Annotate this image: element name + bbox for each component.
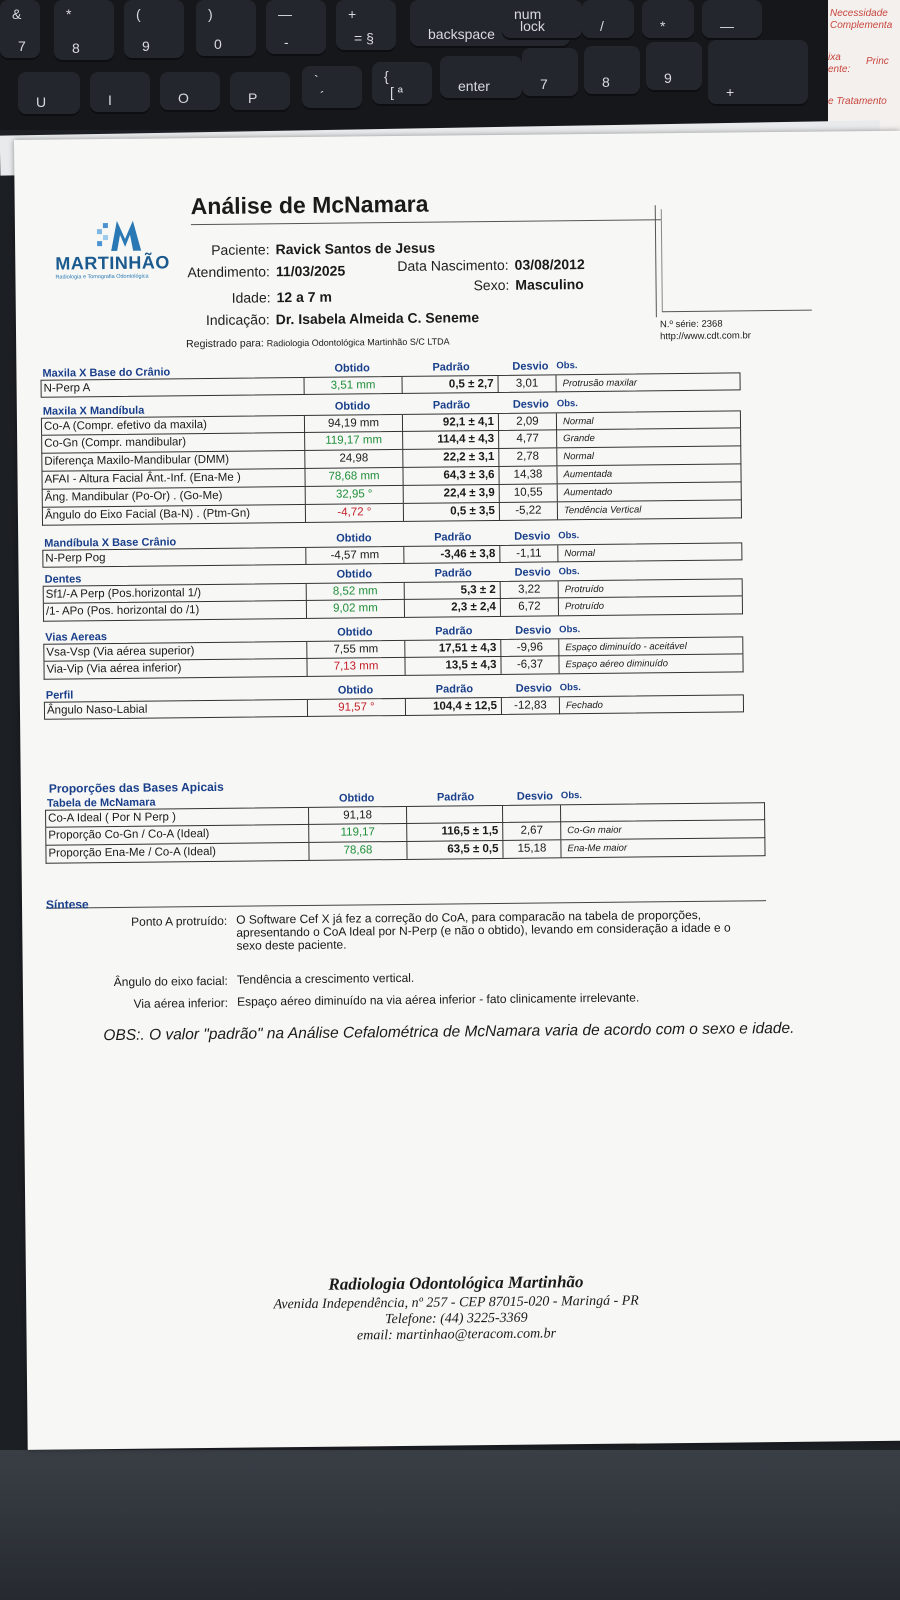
keyboard-key: O	[160, 72, 220, 112]
footer-email: email: martinhao@teracom.com.br	[356, 1326, 557, 1344]
row-obtained: 91,18	[308, 807, 406, 825]
synthesis-title: Síntese	[45, 897, 89, 912]
keyboard-key: 9	[646, 42, 702, 92]
keyboard-key: — -	[266, 0, 326, 56]
logo-subtitle: Radiologia e Tomografia Odontológica	[55, 273, 149, 281]
row-name: Vsa-Vsp (Via aérea superior)	[46, 645, 195, 659]
row-deviation: 3,01	[497, 375, 555, 393]
row-observation: Normal	[556, 413, 594, 430]
row-standard: 22,4 ± 3,9	[403, 485, 499, 503]
row-deviation: 2,09	[498, 413, 556, 431]
column-header-padrao: Padrão	[435, 683, 474, 696]
keyboard-key: num lock	[502, 0, 582, 40]
birthdate-field: Data Nascimento: 03/08/2012	[397, 256, 585, 274]
row-deviation: 15,18	[502, 840, 560, 858]
section-title: Perfil	[45, 689, 74, 702]
row-obtained: 91,57 °	[307, 699, 405, 717]
row-deviation: -6,37	[500, 656, 558, 674]
row-name: Ângulo Naso-Labial	[46, 703, 148, 717]
column-header-padrao: Padrão	[435, 625, 473, 638]
keyboard	[0, 0, 840, 130]
row-obtained: 7,55 mm	[306, 641, 404, 659]
section-table	[43, 622, 743, 679]
column-header-padrao: Padrão	[432, 399, 471, 412]
column-header-desvio: Desvio	[514, 566, 551, 579]
row-name: AFAI - Altura Facial Ânt.-Inf. (Ena-Me )	[44, 471, 241, 486]
section-table	[40, 358, 740, 397]
title-rule	[191, 219, 661, 225]
synthesis-label: Ângulo do eixo facial:	[113, 973, 228, 990]
sex-field: Sexo: Masculino	[473, 276, 584, 294]
section-title: Maxila X Mandíbula	[42, 404, 145, 418]
side-note-text: ixa	[828, 52, 841, 63]
synthesis-text: O Software Cef X já fez a correção do CoA, para comparacão na tabela de proporções, apresentando o CoA Ideal por N-Perp (e não o obtido), levando em consideração a idade e o sexo deste paciente.	[236, 907, 731, 953]
keyboard-key: U	[18, 72, 80, 116]
side-note-text: Necessidade	[830, 8, 888, 19]
section-table	[42, 528, 742, 567]
referral-field: Indicação: Dr. Isabela Almeida C. Seneme	[205, 309, 480, 328]
row-name: /1- APo (Pos. horizontal do /1)	[45, 604, 200, 618]
column-header-padrao: Padrão	[434, 567, 472, 580]
row-standard: 22,2 ± 3,1	[402, 449, 498, 467]
side-note-text: ente:	[828, 64, 851, 75]
footer-phone: Telefone: (44) 3225-3369	[384, 1310, 528, 1328]
column-header-obs: Obs.	[559, 682, 581, 694]
row-name: Co-A Ideal ( Por N Perp )	[48, 811, 176, 825]
row-name: Âng. Mandibular (Po-Or) . (Go-Me)	[44, 489, 223, 504]
keyboard-key: *	[642, 0, 694, 40]
row-name: Via-Vip (Via aérea inferior)	[46, 662, 182, 676]
row-standard: 104,4 ± 12,5	[405, 698, 501, 716]
column-header-padrao: Padrão	[432, 361, 470, 374]
side-note-text: Complementa	[830, 20, 893, 31]
keyboard-key: I	[90, 72, 150, 114]
column-header-padrao: Padrão	[434, 531, 472, 544]
keyboard-key: 7	[522, 48, 578, 98]
clinic-logo	[55, 216, 188, 280]
section-title: Vias Aereas	[45, 631, 108, 644]
column-header-obtido: Obtido	[336, 532, 372, 545]
row-standard: 5,3 ± 2	[404, 582, 500, 600]
column-header-padrao: Padrão	[436, 791, 475, 804]
column-header-desvio: Desvio	[514, 530, 551, 543]
row-name: Proporção Ena-Me / Co-A (Ideal)	[48, 845, 216, 860]
column-header-desvio: Desvio	[516, 790, 554, 803]
keyboard-key: enter	[440, 56, 522, 100]
row-standard: 116,5 ± 1,5	[406, 823, 502, 841]
synthesis-text: Tendência a crescimento vertical.	[236, 970, 415, 987]
row-name: Ângulo do Eixo Facial (Ba-N) . (Ptm-Gn)	[44, 507, 251, 522]
row-deviation: 2,78	[498, 448, 556, 466]
website-url: http://www.cdt.com.br	[660, 330, 751, 343]
column-header-obs: Obs.	[560, 790, 583, 802]
row-standard: 63,5 ± 0,5	[406, 841, 502, 859]
keyboard-key: * 8	[54, 0, 114, 62]
row-standard: 17,51 ± 4,3	[404, 640, 500, 658]
row-obtained: 3,51 mm	[304, 377, 402, 395]
column-header-obtido: Obtido	[336, 568, 373, 581]
row-standard: 0,5 ± 2,7	[402, 376, 498, 394]
report-sheet	[14, 131, 900, 1450]
keyboard-key: ( 9	[124, 0, 184, 60]
column-header-obs: Obs.	[559, 624, 581, 636]
frame-rule	[661, 209, 663, 311]
keyboard-key: +	[708, 40, 808, 106]
row-deviation: 3,22	[500, 581, 558, 599]
column-header-obtido: Obtido	[337, 626, 373, 639]
section-table	[43, 564, 743, 621]
column-header-desvio: Desvio	[515, 624, 552, 637]
row-observation: Normal	[557, 545, 595, 562]
proportions-heading: Proporções das Bases Apicais	[48, 779, 224, 796]
desk-surface	[0, 1450, 900, 1600]
section-title: Mandíbula X Base Crânio	[44, 536, 177, 550]
column-header-obs: Obs.	[558, 566, 580, 578]
column-header-obs: Obs.	[556, 360, 578, 372]
row-name: Co-Gn (Compr. mandibular)	[44, 436, 187, 450]
row-obtained: -4,57 mm	[305, 547, 403, 565]
row-deviation: 2,67	[502, 822, 560, 840]
row-observation: Protrusão maxilar	[555, 374, 637, 392]
row-deviation: -5,22	[499, 502, 557, 520]
row-standard: 114,4 ± 4,3	[402, 431, 498, 449]
section-title: Dentes	[44, 573, 82, 586]
column-header-desvio: Desvio	[512, 398, 549, 411]
synthesis-text: Espaço aéreo diminuído na via aérea inferior - fato clinicamente irrelevante.	[236, 990, 640, 1009]
row-name: Proporção Co-Gn / Co-A (Ideal)	[48, 827, 210, 842]
column-header-obtido: Obtido	[337, 684, 374, 697]
row-observation	[560, 805, 567, 822]
row-deviation: 14,38	[498, 466, 556, 484]
footer-clinic-name: Radiologia Odontológica Martinhão	[328, 1272, 584, 1294]
row-standard: 64,3 ± 3,6	[402, 467, 498, 485]
row-observation: Ena-Me maior	[560, 840, 627, 858]
patient-field: Paciente: Ravick Santos de Jesus	[211, 239, 436, 258]
row-name: Diferença Maxilo-Mandibular (DMM)	[44, 453, 230, 468]
row-deviation: -12,83	[501, 697, 559, 715]
column-header-obs: Obs.	[556, 398, 578, 410]
keyboard-key: { [ ª	[372, 62, 432, 106]
frame-rule	[662, 310, 812, 313]
logo-name: MARTINHÃO	[55, 252, 170, 274]
row-observation: Aumentado	[557, 484, 613, 502]
row-observation: Fechado	[559, 697, 603, 714]
row-obtained: 8,52 mm	[306, 583, 404, 601]
row-name: Co-A (Compr. efetivo da maxila)	[43, 418, 208, 433]
column-header-desvio: Desvio	[515, 682, 552, 695]
row-deviation: 10,55	[499, 484, 557, 502]
row-standard: 0,5 ± 3,5	[403, 503, 499, 521]
proportions-section	[45, 774, 766, 864]
row-obtained: 24,98	[304, 450, 402, 468]
column-header-obtido: Obtido	[334, 362, 370, 375]
row-deviation: 6,72	[500, 598, 558, 616]
row-standard: -3,46 ± 3,8	[403, 546, 499, 564]
row-obtained: 7,13 mm	[306, 658, 404, 676]
row-observation: Normal	[556, 448, 594, 465]
synthesis-label: Ponto A protruído:	[131, 913, 228, 929]
serial-number: N.º série: 2368	[659, 318, 723, 331]
row-obtained: 78,68	[308, 842, 406, 860]
row-deviation	[502, 805, 560, 823]
column-header-desvio: Desvio	[512, 360, 549, 373]
row-standard: 13,5 ± 4,3	[404, 657, 500, 675]
row-deviation: 4,77	[498, 430, 556, 448]
row-name: Sf1/-A Perp (Pos.horizontal 1/)	[45, 587, 202, 601]
column-header-obtido: Obtido	[334, 400, 371, 413]
keyboard-key: + = §	[336, 0, 396, 52]
row-name: N-Perp A	[43, 382, 91, 395]
row-obtained: 119,17	[308, 824, 406, 842]
report-title: Análise de McNamara	[190, 190, 429, 220]
synthesis-label: Via aérea inferior:	[133, 995, 229, 1011]
row-standard: 92,1 ± 4,1	[402, 414, 498, 432]
row-observation: Grande	[556, 430, 595, 447]
section-table	[44, 680, 744, 719]
column-header-obs: Obs.	[558, 530, 580, 542]
keyboard-key: & 7	[0, 0, 40, 60]
row-obtained: 32,95 °	[305, 486, 403, 504]
age-field: Idade: 12 a 7 m	[231, 288, 332, 306]
section-title: Tabela de McNamara	[46, 796, 156, 810]
keyboard-key: ` ´	[302, 66, 362, 110]
column-header-obtido: Obtido	[338, 792, 375, 805]
side-note-text: Princ	[866, 56, 889, 67]
row-observation: Aumentada	[556, 466, 612, 484]
keyboard-key: backspace	[410, 0, 570, 48]
section-table	[41, 396, 742, 525]
row-deviation: -9,96	[500, 639, 558, 657]
appointment-field: Atendimento: 11/03/2025	[187, 262, 346, 281]
row-observation: Tendência Vertical	[557, 501, 642, 519]
keyboard-key: P	[230, 72, 290, 112]
row-obtained: 94,19 mm	[304, 415, 402, 433]
row-observation: Protruído	[558, 598, 604, 615]
row-obtained: 78,68 mm	[304, 468, 402, 486]
keyboard-key: —	[702, 0, 762, 40]
row-name: N-Perp Pog	[45, 552, 106, 565]
keyboard-key: ) 0	[196, 0, 256, 58]
keyboard-key: 8	[584, 46, 640, 96]
side-note-text: e Tratamento	[828, 96, 887, 107]
section-title: Maxila X Base do Crânio	[42, 366, 171, 380]
row-observation: Espaço aéreo diminuído	[558, 655, 668, 673]
row-obtained: -4,72 °	[305, 504, 403, 522]
row-obtained: 9,02 mm	[306, 600, 404, 618]
row-standard: 2,3 ± 2,4	[404, 599, 500, 617]
logo-m-icon	[95, 217, 155, 254]
keyboard-key: /	[582, 0, 634, 40]
row-deviation: -1,11	[499, 545, 557, 563]
row-obtained: 119,17 mm	[304, 432, 402, 450]
observation-note: OBS:. O valor "padrão" na Análise Cefalométrica de McNamara varia de acordo com o sexo e idade.	[103, 1019, 795, 1045]
row-standard	[406, 806, 502, 824]
row-observation: Co-Gn maior	[560, 822, 622, 840]
frame-rule	[655, 205, 657, 317]
row-observation: Espaço diminuído - aceitável	[558, 638, 687, 656]
row-observation: Protruído	[558, 581, 604, 598]
side-document	[828, 0, 900, 140]
registered-field: Registrado para: Radiologia Odontológica Martinhão S/C LTDA	[186, 336, 450, 351]
footer-address: Avenida Independência, nº 257 - CEP 87015-020 - Maringá - PR	[273, 1293, 639, 1313]
